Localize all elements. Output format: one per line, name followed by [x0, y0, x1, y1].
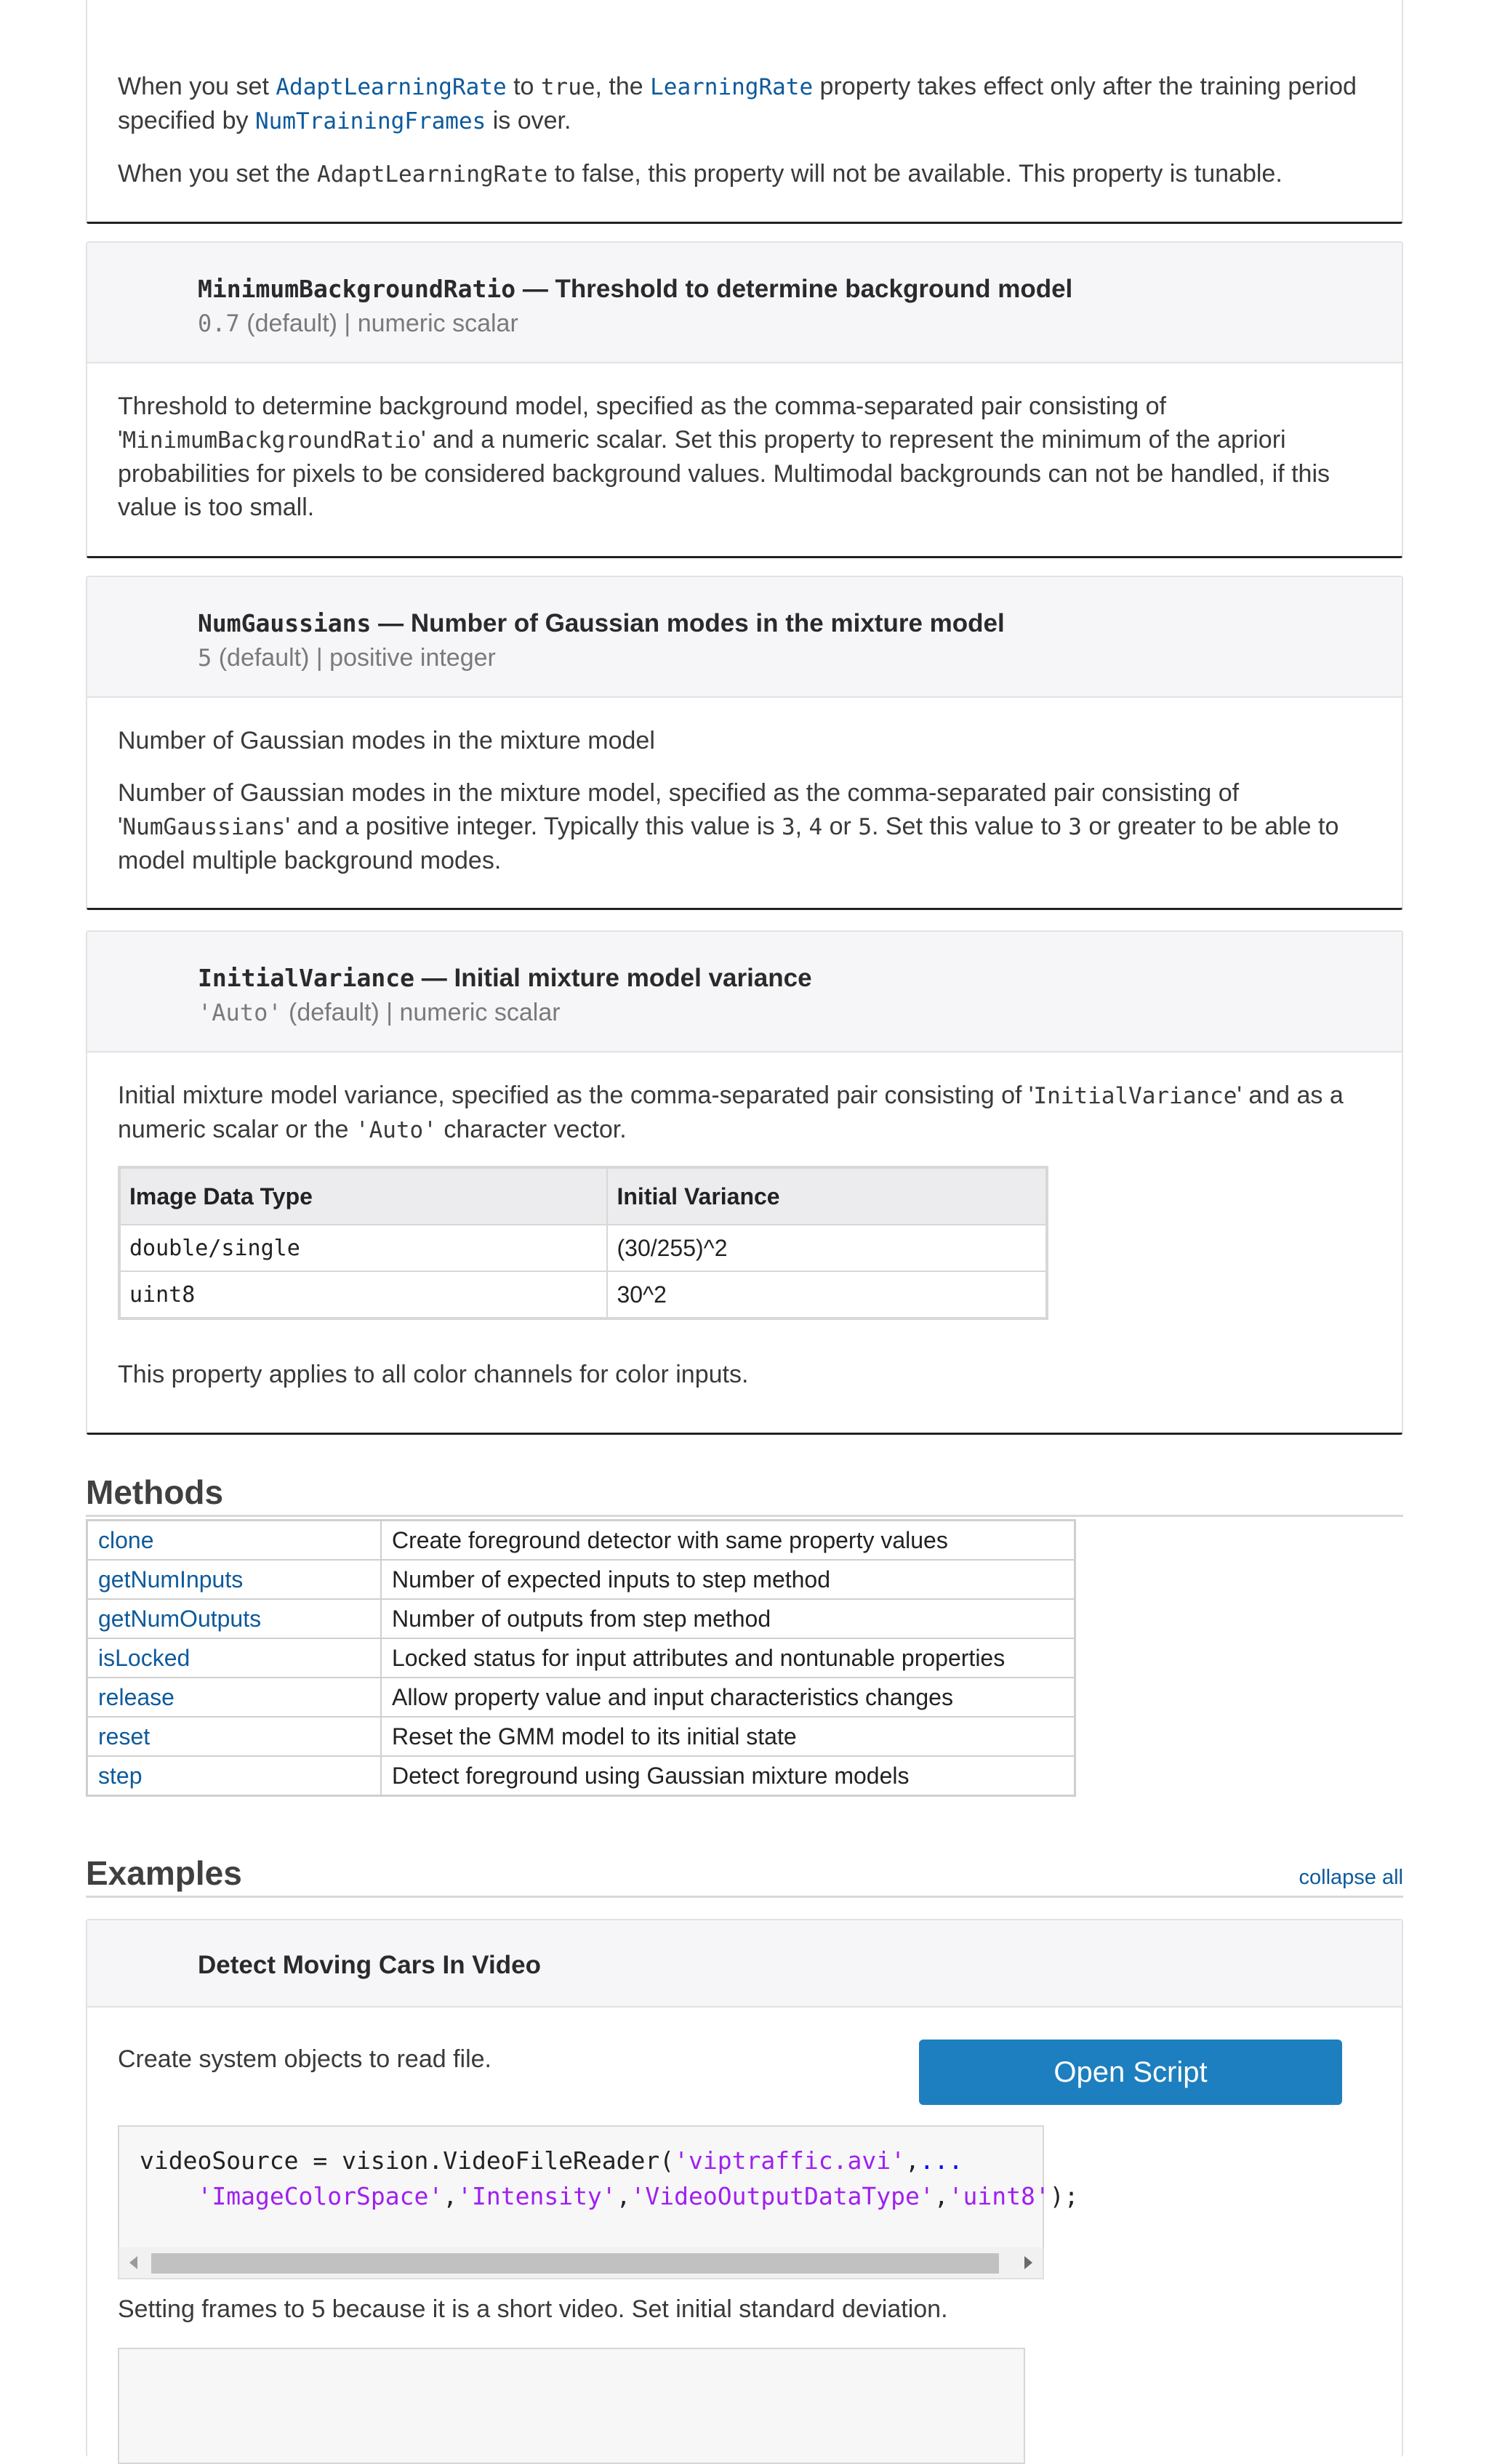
property-link[interactable]: AdaptLearningRate — [276, 74, 507, 100]
table-cell: (30/255)^2 — [607, 1225, 1047, 1271]
scrollbar-thumb[interactable] — [151, 2253, 999, 2274]
paragraph: Setting frames to 5 because it is a short video. Set initial standard deviation. — [118, 2295, 948, 2323]
property-default: 0.7 (default) | numeric scalar — [198, 310, 518, 337]
method-description: Create foreground detector with same property values — [381, 1521, 1075, 1561]
property-title: InitialVariance — Initial mixture model variance — [198, 964, 812, 992]
example-card — [86, 1919, 1403, 2457]
table-cell: double/single — [119, 1225, 607, 1271]
card-adapt-learning-rate-fragment — [86, 0, 1403, 224]
collapse-all-link[interactable]: collapse all — [1299, 1866, 1403, 1889]
paragraph: Number of Gaussian modes in the mixture model, specified as the comma-separated pair consisting of 'NumGaussians' and a positive integer. Typically this value is 3, 4 or 5. Set this value to 3 or greater to be able to model multiple background modes. — [118, 779, 1339, 874]
table-cell: uint8 — [119, 1271, 607, 1318]
initial-variance-table — [118, 1166, 1048, 1320]
scroll-left-icon[interactable] — [129, 2256, 137, 2269]
table-header-row — [119, 1167, 1047, 1225]
method-link-clone[interactable]: clone — [87, 1521, 382, 1561]
table-header: Initial Variance — [607, 1167, 1047, 1225]
card-minimum-background-ratio — [86, 241, 1403, 558]
method-link-getnumoutputs[interactable]: getNumOutputs — [87, 1599, 382, 1638]
card-initial-variance — [86, 930, 1403, 1435]
table-row — [87, 1599, 1075, 1638]
methods-table — [86, 1519, 1076, 1797]
methods-heading: Methods — [86, 1473, 1403, 1517]
paragraph: When you set AdaptLearningRate to true, the LearningRate property takes effect only after the training period specified by NumTrainingFrames is over. — [118, 73, 1357, 134]
property-link[interactable]: NumTrainingFrames — [255, 108, 486, 134]
method-link-reset[interactable]: reset — [87, 1717, 382, 1756]
table-row — [87, 1756, 1075, 1796]
table-row — [87, 1717, 1075, 1756]
property-title: NumGaussians — Number of Gaussian modes in the mixture model — [198, 609, 1005, 637]
table-header: Image Data Type — [119, 1167, 607, 1225]
card-header[interactable] — [87, 577, 1402, 698]
card-num-gaussians — [86, 576, 1403, 910]
table-row — [119, 1271, 1047, 1318]
example-header[interactable] — [87, 1920, 1402, 2008]
paragraph: This property applies to all color channels for color inputs. — [118, 1361, 749, 1388]
property-link[interactable]: LearningRate — [650, 74, 814, 100]
open-script-button[interactable]: Open Script — [919, 2040, 1342, 2105]
card-header[interactable] — [87, 932, 1402, 1052]
code-block[interactable] — [118, 2348, 1025, 2464]
paragraph: When you set the AdaptLearningRate to false, this property will not be available. This property is tunable. — [118, 160, 1283, 188]
table-cell: 30^2 — [607, 1271, 1047, 1318]
table-row — [87, 1560, 1075, 1599]
code-block[interactable]: videoSource = vision.VideoFileReader('viptraffic.avi',... 'ImageColorSpace','Intensity','VideoOutputDataType','uint8'); — [118, 2125, 1044, 2247]
property-default: 'Auto' (default) | numeric scalar — [198, 999, 561, 1026]
table-row — [87, 1678, 1075, 1717]
paragraph: Create system objects to read file. — [118, 2045, 492, 2073]
method-link-step[interactable]: step — [87, 1756, 382, 1796]
paragraph: Initial mixture model variance, specified as the comma-separated pair consisting of 'InitialVariance' and as a numeric scalar or the 'Auto' character vector. — [118, 1082, 1344, 1143]
paragraph: Threshold to determine background model, specified as the comma-separated pair consisting of 'MinimumBackgroundRatio' and a numeric scalar. Set this property to represent the minimum of the apriori probabilities for pixels to be considered background values. Multimodal backgrounds can not be handled, if this value is too small. — [118, 392, 1330, 521]
examples-heading: Examples collapse all — [86, 1853, 1403, 1898]
method-description: Number of expected inputs to step method — [381, 1560, 1075, 1599]
paragraph: Number of Gaussian modes in the mixture model — [118, 727, 655, 754]
method-description: Allow property value and input characteristics changes — [381, 1678, 1075, 1717]
table-row — [119, 1225, 1047, 1271]
method-link-release[interactable]: release — [87, 1678, 382, 1717]
table-row — [87, 1638, 1075, 1678]
example-title: Detect Moving Cars In Video — [198, 1951, 541, 1979]
method-description: Detect foreground using Gaussian mixture models — [381, 1756, 1075, 1796]
property-default: 5 (default) | positive integer — [198, 644, 496, 672]
property-title: MinimumBackgroundRatio — Threshold to determine background model — [198, 275, 1073, 303]
method-link-getnuminputs[interactable]: getNumInputs — [87, 1560, 382, 1599]
table-row — [87, 1521, 1075, 1561]
scroll-right-icon[interactable] — [1024, 2256, 1032, 2269]
method-description: Reset the GMM model to its initial state — [381, 1717, 1075, 1756]
method-description: Number of outputs from step method — [381, 1599, 1075, 1638]
horizontal-scrollbar[interactable] — [118, 2247, 1044, 2279]
method-description: Locked status for input attributes and nontunable properties — [381, 1638, 1075, 1678]
method-link-islocked[interactable]: isLocked — [87, 1638, 382, 1678]
card-header[interactable] — [87, 243, 1402, 363]
